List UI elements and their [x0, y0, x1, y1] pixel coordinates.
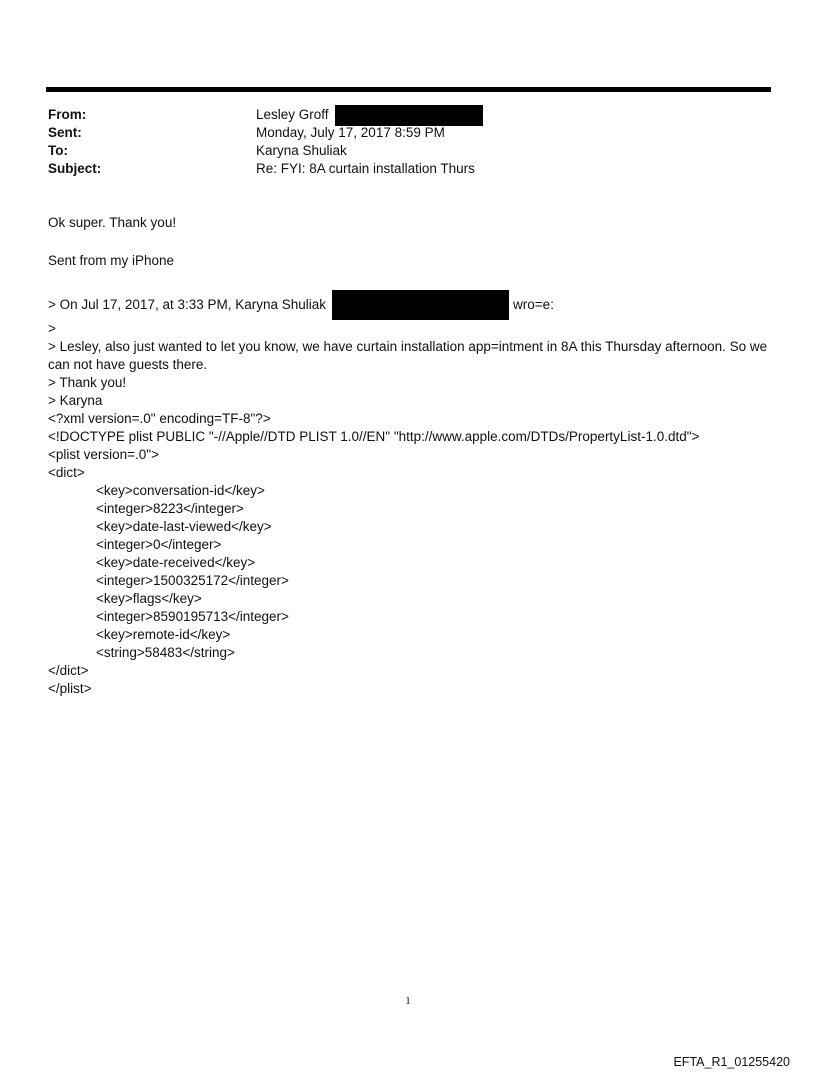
- dict-line: <integer>1500325172</integer>: [96, 573, 289, 588]
- dict-line: <string>58483</string>: [96, 645, 235, 660]
- quote-intro-suffix: wro=e:: [513, 297, 554, 312]
- closing-line: </plist>: [48, 681, 92, 696]
- email-body: [48, 214, 771, 698]
- subject-value: Re: FYI: 8A curtain installation Thurs: [256, 161, 475, 176]
- from-row: [48, 106, 768, 124]
- plist-line: <plist version=.0">: [48, 447, 159, 462]
- from-value-wrap: [256, 105, 483, 126]
- redaction-block: [335, 105, 483, 126]
- plist-line: <?xml version=.0" encoding=TF-8"?>: [48, 411, 271, 426]
- dict-line: <integer>0</integer>: [96, 537, 222, 552]
- dict-line: <key>date-received</key>: [96, 555, 256, 570]
- from-value: Lesley Groff: [256, 107, 329, 122]
- signature-line: Sent from my iPhone: [48, 253, 175, 268]
- quote-intro: [48, 290, 768, 320]
- subject-label: Subject:: [48, 161, 102, 176]
- header-rule: [46, 87, 771, 92]
- email-header: [48, 106, 768, 178]
- dict-line: <integer>8223</integer>: [96, 501, 244, 516]
- page-number: 1: [405, 995, 411, 1007]
- dict-line: <key>conversation-id</key>: [96, 483, 265, 498]
- dict-line: <key>date-last-viewed</key>: [96, 519, 272, 534]
- closing-line: </dict>: [48, 663, 89, 678]
- reply-line: Ok super. Thank you!: [48, 215, 177, 230]
- sent-row: [48, 124, 768, 142]
- plist-line: <dict>: [48, 465, 85, 480]
- from-label: From:: [48, 107, 87, 122]
- plist-line: <!DOCTYPE plist PUBLIC "-//Apple//DTD PLIST 1.0//EN" "http://www.apple.com/DTDs/PropertyList-1.0.dtd">: [48, 429, 700, 444]
- quote-line: > Karyna: [48, 393, 103, 408]
- quote-intro-text: > On Jul 17, 2017, at 3:33 PM, Karyna Shuliak: [48, 297, 327, 312]
- to-label: To:: [48, 143, 68, 158]
- sent-value: Monday, July 17, 2017 8:59 PM: [256, 125, 445, 140]
- to-value: Karyna Shuliak: [256, 143, 347, 158]
- document-id: EFTA_R1_01255420: [673, 1055, 790, 1069]
- quote-line: > Thank you!: [48, 375, 127, 390]
- dict-line: <key>remote-id</key>: [96, 627, 231, 642]
- redaction-block: [332, 290, 509, 320]
- quote-line: >: [48, 321, 56, 336]
- dict-line: <key>flags</key>: [96, 591, 202, 606]
- to-row: [48, 142, 768, 160]
- subject-row: [48, 160, 768, 178]
- quote-line: > Lesley, also just wanted to let you know, we have curtain installation app=intment in 8A this Thursday afternoon. So we can not have guests there.: [48, 339, 771, 372]
- dict-line: <integer>8590195713</integer>: [96, 609, 289, 624]
- sent-label: Sent:: [48, 125, 82, 140]
